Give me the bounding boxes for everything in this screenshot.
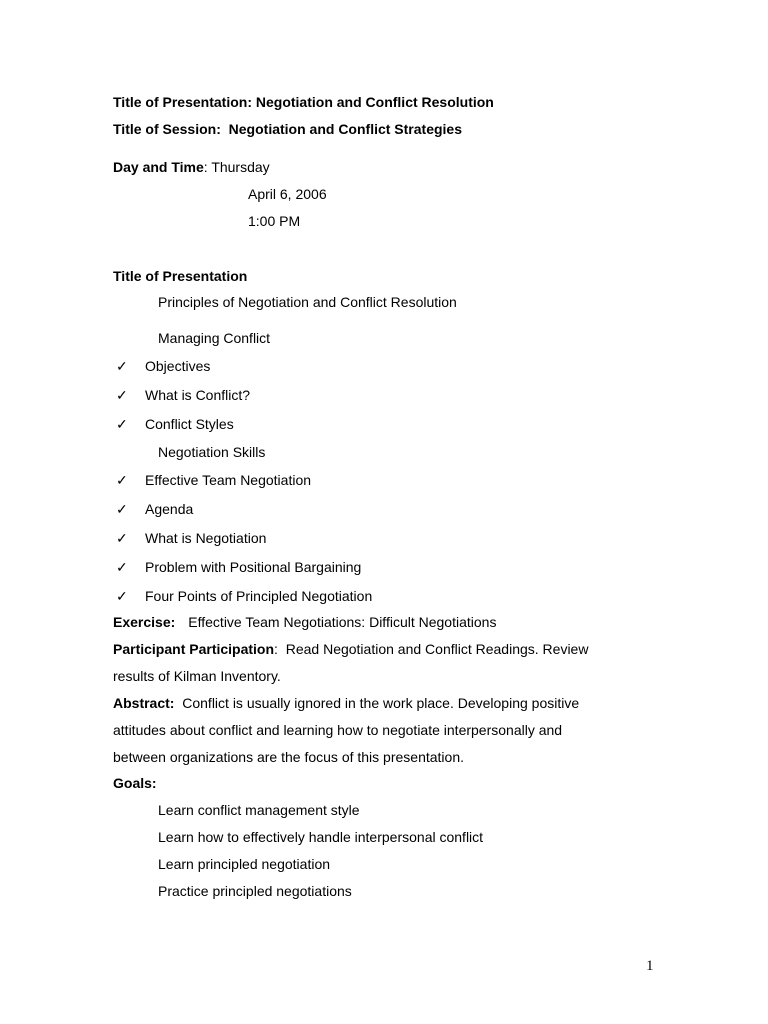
checkmark-icon: ✓ <box>116 559 128 575</box>
session-title-label: Title of Session: <box>113 121 221 137</box>
abstract-line-2: attitudes about conflict and learning how to negotiate interpersonally and <box>113 722 563 738</box>
abstract-label: Abstract: <box>113 695 175 711</box>
presentation-title-label: Title of Presentation: <box>113 94 252 110</box>
outline-heading: Title of Presentation <box>113 268 248 284</box>
participation-text: Read Negotiation and Conflict Readings. Review <box>285 641 589 657</box>
exercise-text: Effective Team Negotiations: Difficult Negotiations <box>188 614 497 630</box>
goals-label: Goals: <box>113 775 157 791</box>
day-time-line: Day and Time: Thursday <box>113 159 270 175</box>
goal-item: Learn principled negotiation <box>158 856 331 872</box>
day-value: Thursday <box>211 159 270 175</box>
checkmark-icon: ✓ <box>116 416 128 432</box>
checkmark-icon: ✓ <box>116 358 128 374</box>
abstract-text: Conflict is usually ignored in the work place. Developing positive <box>182 695 580 711</box>
participation-label: Participant Participation <box>113 641 275 657</box>
goal-item: Learn how to effectively handle interpersonal conflict <box>158 829 484 845</box>
date-value: April 6, 2006 <box>248 186 327 202</box>
abstract-line <box>113 694 579 712</box>
session-title-line <box>113 120 462 138</box>
checkmark-icon: ✓ <box>116 588 128 604</box>
presentation-title-line <box>113 93 494 111</box>
day-time-label: Day and Time <box>113 159 204 175</box>
page-number: 1 <box>646 958 654 974</box>
participation-line: Participant Participation: Read Negotiation and Conflict Readings. Review <box>113 641 589 657</box>
session-title: Negotiation and Conflict Strategies <box>228 121 463 137</box>
goal-item: Learn conflict management style <box>158 802 360 818</box>
time-value: 1:00 PM <box>248 213 301 229</box>
presentation-title: Negotiation and Conflict Resolution <box>255 94 494 110</box>
presentation-subtitle: Principles of Negotiation and Conflict Resolution <box>158 294 457 310</box>
participation-line-2: results of Kilman Inventory. <box>113 668 281 684</box>
section-managing-conflict: Managing Conflict <box>158 330 271 346</box>
checkmark-icon: ✓ <box>116 501 128 517</box>
exercise-line <box>113 613 496 631</box>
section-negotiation-skills: Negotiation Skills <box>158 444 266 460</box>
checkmark-icon: ✓ <box>116 530 128 546</box>
goal-item: Practice principled negotiations <box>158 883 352 899</box>
checkmark-icon: ✓ <box>116 387 128 403</box>
abstract-line-3: between organizations are the focus of this presentation. <box>113 749 464 765</box>
exercise-label: Exercise: <box>113 614 176 630</box>
checkmark-icon: ✓ <box>116 472 128 488</box>
